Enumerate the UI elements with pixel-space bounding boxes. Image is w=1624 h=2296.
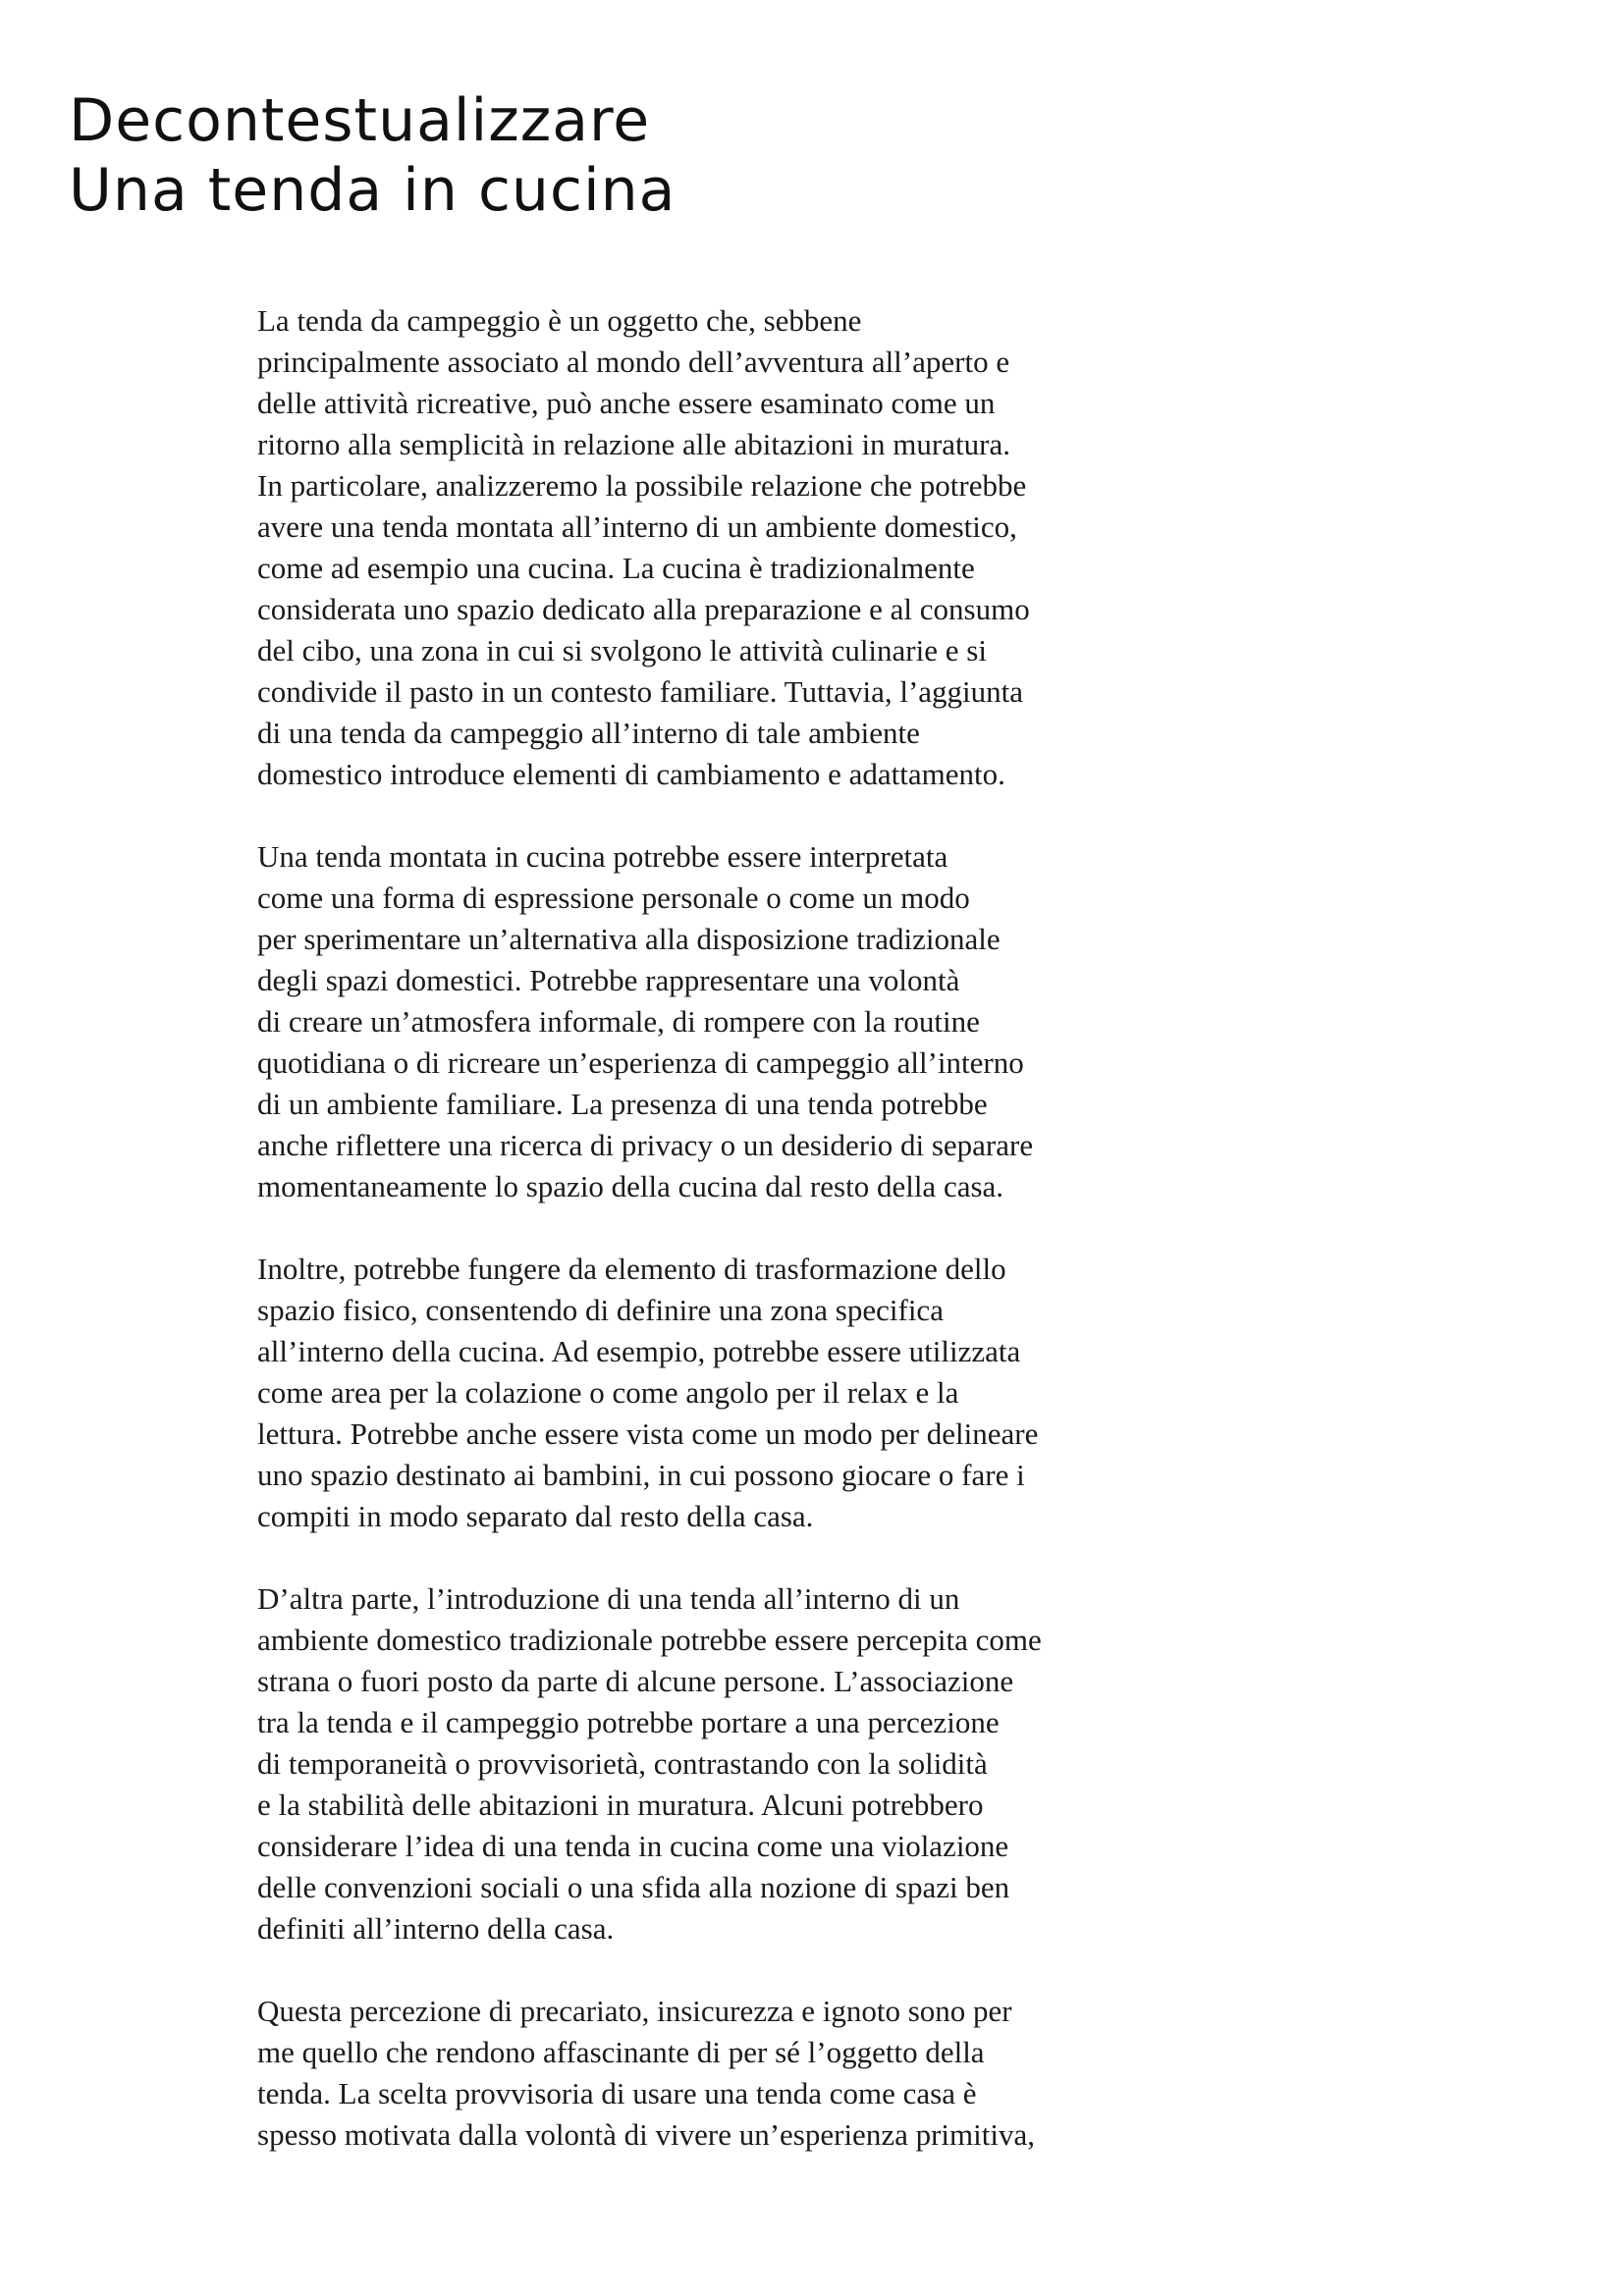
text-line: lettura. Potrebbe anche essere vista come un modo per delineare [257, 1416, 1039, 1451]
text-line: e la stabilità delle abitazioni in muratura. Alcuni potrebbero [257, 1788, 984, 1822]
paragraph-5 [257, 1991, 1200, 2156]
text-line: degli spazi domestici. Potrebbe rappresentare una volontà [257, 963, 960, 997]
title-line-2: Una tenda in cucina [69, 156, 677, 225]
text-line: come ad esempio una cucina. La cucina è tradizionalmente [257, 551, 975, 585]
paragraph-4 [257, 1578, 1200, 1949]
text-line: per sperimentare un’alternativa alla disposizione tradizionale [257, 922, 1001, 956]
text-line: di una tenda da campeggio all’interno di tale ambiente [257, 716, 920, 750]
text-line: condivide il pasto in un contesto familiare. Tuttavia, l’aggiunta [257, 674, 1024, 709]
text-line: D’altra parte, l’introduzione di una tenda all’interno di un [257, 1581, 960, 1616]
paragraph-1 [257, 300, 1200, 795]
text-line: momentaneamente lo spazio della cucina dal resto della casa. [257, 1169, 1004, 1203]
text-line: uno spazio destinato ai bambini, in cui possono giocare o fare i [257, 1458, 1025, 1492]
text-line: tenda. La scelta provvisoria di usare una tenda come casa è [257, 2076, 977, 2110]
paragraph-2 [257, 836, 1200, 1207]
text-line: anche riflettere una ricerca di privacy o un desiderio di separare [257, 1128, 1034, 1162]
text-line: me quello che rendono affascinante di per sé l’oggetto della [257, 2035, 985, 2069]
text-line: principalmente associato al mondo dell’avventura all’aperto e [257, 345, 1010, 379]
text-line: compiti in modo separato dal resto della casa. [257, 1499, 814, 1533]
text-line: La tenda da campeggio è un oggetto che, sebbene [257, 303, 862, 338]
text-line: spesso motivata dalla volontà di vivere un’esperienza primitiva, [257, 2117, 1035, 2152]
text-line: di temporaneità o provvisorietà, contrastando con la solidità [257, 1746, 988, 1781]
paragraph-3 [257, 1249, 1200, 1537]
text-line: Una tenda montata in cucina potrebbe essere interpretata [257, 839, 948, 874]
text-line: strana o fuori posto da parte di alcune persone. L’associazione [257, 1664, 1014, 1698]
text-line: del cibo, una zona in cui si svolgono le attività culinarie e si [257, 633, 987, 667]
text-line: quotidiana o di ricreare un’esperienza di campeggio all’interno [257, 1045, 1024, 1080]
text-line: ritorno alla semplicità in relazione alle abitazioni in muratura. [257, 427, 1010, 461]
text-line: di creare un’atmosfera informale, di rompere con la routine [257, 1004, 980, 1039]
text-line: all’interno della cucina. Ad esempio, potrebbe essere utilizzata [257, 1334, 1021, 1368]
text-line: tra la tenda e il campeggio potrebbe portare a una percezione [257, 1705, 1000, 1739]
page-title [69, 86, 676, 226]
text-line: domestico introduce elementi di cambiamento e adattamento. [257, 757, 1005, 791]
text-line: come una forma di espressione personale o come un modo [257, 881, 970, 915]
body-text [257, 300, 1200, 2197]
text-line: considerata uno spazio dedicato alla preparazione e al consumo [257, 592, 1030, 626]
text-line: spazio fisico, consentendo di definire una zona specifica [257, 1293, 944, 1327]
text-line: considerare l’idea di una tenda in cucina come una violazione [257, 1829, 1009, 1863]
text-line: come area per la colazione o come angolo per il relax e la [257, 1375, 959, 1410]
text-line: definiti all’interno della casa. [257, 1911, 615, 1946]
text-line: ambiente domestico tradizionale potrebbe essere percepita come [257, 1623, 1042, 1657]
text-line: Inoltre, potrebbe fungere da elemento di trasformazione dello [257, 1252, 1006, 1286]
text-line: delle attività ricreative, può anche essere esaminato come un [257, 386, 996, 420]
title-line-1: Decontestualizzare [69, 86, 651, 155]
text-line: di un ambiente familiare. La presenza di una tenda potrebbe [257, 1087, 988, 1121]
text-line: Questa percezione di precariato, insicurezza e ignoto sono per [257, 1994, 1012, 2028]
text-line: avere una tenda montata all’interno di un ambiente domestico, [257, 509, 1017, 544]
text-line: delle convenzioni sociali o una sfida alla nozione di spazi ben [257, 1870, 1010, 1904]
text-line: In particolare, analizzeremo la possibile relazione che potrebbe [257, 468, 1027, 503]
